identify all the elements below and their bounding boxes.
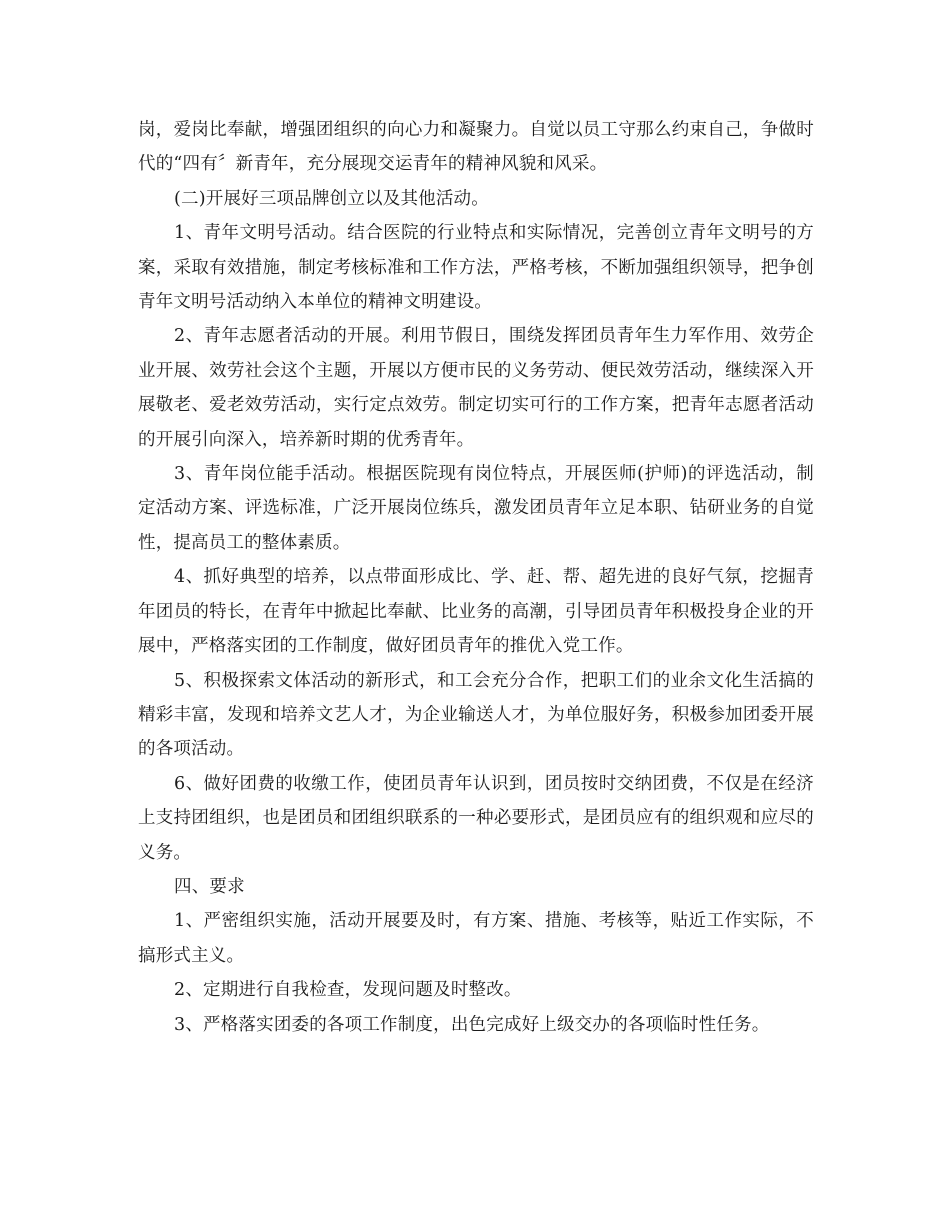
requirement-item-3: 3、严格落实团委的各项工作制度，出色完成好上级交办的各项临时性任务。 bbox=[174, 1014, 770, 1035]
paragraph-item-1: 1、青年文明号活动。结合医院的行业特点和实际情况，完善创立青年文明号的方案，采取有效措施，制定考核标准和工作方法，严格考核，不断加强组织领导，把争创青年文明号活动纳入本单位的精神文明建设。 bbox=[138, 223, 814, 313]
paragraph-item-6: 6、做好团费的收缴工作，使团员青年认识到，团员按时交纳团费，不仅是在经济上支持团组织，也是团员和团组织联系的一种必要形式，是团员应有的组织观和应尽的义务。 bbox=[138, 773, 814, 863]
paragraph-item-2: 2、青年志愿者活动的开展。利用节假日，围绕发挥团员青年生力军作用、效劳企业开展、效劳社会这个主题，开展以方便市民的义务劳动、便民效劳活动，继续深入开展敬老、爱老效劳活动，实行定点效劳。制定切实可行的工作方案，把青年志愿者活动的开展引向深入，培养新时期的优秀青年。 bbox=[138, 326, 814, 450]
paragraph-item-4: 4、抓好典型的培养，以点带面形成比、学、赶、帮、超先进的良好气氛，挖掘青年团员的特长，在青年中掀起比奉献、比业务的高潮，引导团员青年积极投身企业的开展中，严格落实团的工作制度，做好团员青年的推优入党工作。 bbox=[138, 567, 814, 657]
requirement-item-1: 1、严密组织实施，活动开展要及时，有方案、措施、考核等，贴近工作实际，不搞形式主义。 bbox=[138, 911, 814, 966]
paragraph-item-5: 5、积极探索文体活动的新形式，和工会充分合作，把职工们的业余文化生活搞的精彩丰富，发现和培养文艺人才，为企业输送人才，为单位服好务，积极参加团委开展的各项活动。 bbox=[138, 670, 814, 760]
paragraph-item-3: 3、青年岗位能手活动。根据医院现有岗位特点，开展医师(护师)的评选活动，制定活动方案、评选标准，广泛开展岗位练兵，激发团员青年立足本职、钻研业务的自觉性，提高员工的整体素质。 bbox=[138, 464, 814, 553]
document-body bbox=[138, 113, 814, 1042]
paragraph-continuation: 岗，爱岗比奉献，增强团组织的向心力和凝聚力。自觉以员工守那么约束自己，争做时代的“四有〞新青年，充分展现交运青年的精神风貌和风采。 bbox=[138, 120, 814, 175]
section-heading-brand-activities: (二)开展好三项品牌创立以及其他活动。 bbox=[174, 188, 489, 209]
section-heading-requirements: 四、要求 bbox=[174, 876, 245, 897]
requirement-item-2: 2、定期进行自我检查，发现问题及时整改。 bbox=[174, 980, 522, 1001]
